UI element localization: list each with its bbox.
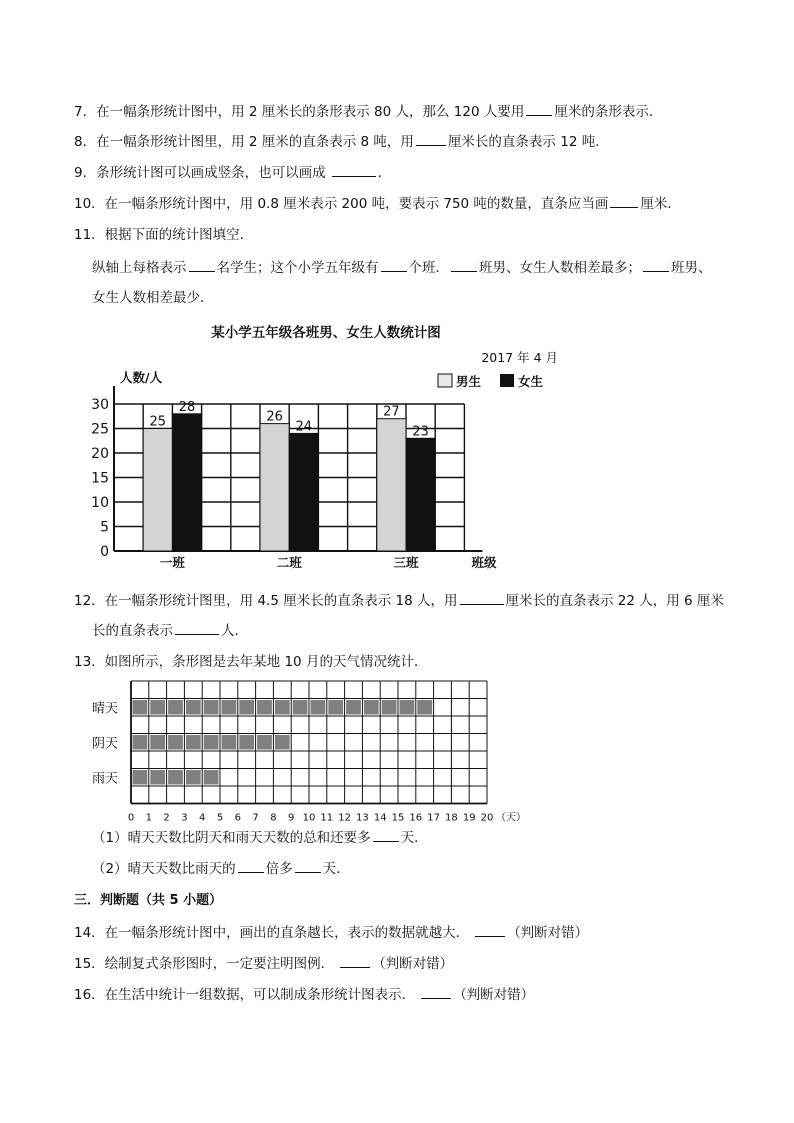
x-tick-label: 17 [427,812,440,824]
bar-value-label: 28 [178,399,196,415]
weather-bar-chart [84,674,544,824]
answer-blank[interactable] [526,103,552,116]
bar-cell [133,770,148,785]
bar-cell [311,700,326,715]
x-tick-label: 6 [234,812,241,824]
bar-boy [260,424,289,551]
y-tick-label: 0 [100,544,109,560]
y-tick-label: 10 [91,495,109,511]
y-tick-label: 5 [100,519,109,536]
answer-blank[interactable] [643,259,669,272]
question-11-line3: 女生人数相差最少． [92,290,214,306]
category-label: 三班 [393,555,419,570]
x-tick-label: 3 [181,812,188,824]
bar-cell [168,735,183,750]
section-3-heading: 三．判断题（共 5 小题） [74,893,223,908]
question-8: 8．在一幅条形统计图里，用 2 厘米的直条表示 8 吨，用 厘米长的直条表示 12 吨． [74,134,609,150]
x-tick-label: 20 [480,812,494,824]
bar-value-label: 25 [149,414,167,430]
bar-cell [168,700,183,715]
y-tick-label: 15 [91,470,109,487]
legend-boy-swatch [438,374,452,387]
question-10: 10．在一幅条形统计图中，用 0.8 厘米表示 200 吨，要表示 750 吨的数量，直条应当画 厘米． [74,196,681,212]
answer-blank[interactable] [373,829,399,842]
bar-cell [257,735,272,750]
bar-girl [406,438,435,551]
x-tick-label: 14 [373,812,387,824]
question-16: 16．在生活中统计一组数据，可以制成条形统计图表示． （判断对错） [74,987,535,1003]
bar-cell [133,700,148,715]
bar-boy [143,429,172,552]
bar-cell [168,770,183,785]
question-14: 14．在一幅条形统计图中，画出的直条越长，表示的数据就越大． （判断对错） [74,925,589,941]
chart-date: 2017 年 4 月 [481,350,558,365]
bar-cell [239,735,254,750]
question-11-title: 11．根据下面的统计图填空． [74,227,254,243]
x-tick-label: 16 [409,812,423,824]
answer-blank[interactable] [332,164,376,177]
answer-blank[interactable] [416,133,446,146]
bar-cell [186,770,201,785]
bar-cell [239,700,254,715]
bar-cell [204,735,219,750]
y-tick-label: 25 [91,421,109,438]
bar-cell [150,735,165,750]
bar-cell [293,700,308,715]
bar-cell [150,700,165,715]
bar-cell [364,700,379,715]
bar-cell [186,735,201,750]
legend-boy-label: 男生 [456,374,482,389]
x-tick-label: 19 [462,812,476,824]
bar-cell [133,735,148,750]
answer-blank[interactable] [238,860,264,873]
question-9: 9．条形统计图可以画成竖条，也可以画成 ． [74,165,392,181]
x-tick-label: 2 [163,812,170,824]
y-tick-label: 20 [91,446,109,462]
x-tick-label: 15 [391,812,405,824]
legend-girl-label: 女生 [518,374,544,389]
x-tick-label: 8 [270,812,277,824]
bar-cell [186,700,201,715]
x-tick-label: 11 [320,812,334,824]
bar-cell [417,700,432,715]
y-tick-label: 30 [91,397,109,413]
bar-girl [172,414,201,551]
class-gender-bar-chart [91,320,566,576]
bar-value-label: 27 [383,404,400,420]
x-tick-label: 7 [252,812,259,824]
question-15: 15．绘制复式条形图时，一定要注明图例． （判断对错） [74,956,454,972]
legend-girl-swatch [500,374,514,387]
bar-cell [275,700,290,715]
answer-blank[interactable] [610,195,638,208]
bar-cell [150,770,165,785]
bar-cell [328,700,343,715]
question-12-line2: 长的直条表示 人． [92,623,248,639]
question-7: 7．在一幅条形统计图中，用 2 厘米长的条形表示 80 人，那么 120 人要用 厘米的条形表示． [74,104,663,120]
bar-cell [204,770,219,785]
chart-title: 某小学五年级各班男、女生人数统计图 [211,325,441,341]
bar-cell [275,735,290,750]
category-label: 阴天 [92,736,119,752]
answer-blank[interactable] [340,955,370,968]
x-tick-label: 4 [199,812,206,824]
answer-blank[interactable] [421,986,451,999]
bar-girl [289,433,318,551]
bar-value-label: 26 [266,409,283,425]
answer-blank[interactable] [175,622,219,635]
x-tick-label: 18 [445,812,458,824]
category-label: 二班 [276,555,302,570]
x-tick-label: 12 [338,812,351,824]
category-label: 一班 [159,555,185,570]
answer-blank[interactable] [295,860,321,873]
x-tick-label: 0 [127,812,135,824]
bar-cell [222,700,237,715]
y-axis-label: 人数/人 [120,370,163,385]
answer-blank[interactable] [451,259,477,272]
question-13-sub2: （2）晴天天数比雨天的 倍多 天． [92,861,350,877]
x-tick-label: 13 [356,812,369,824]
bar-cell [400,700,415,715]
answer-blank[interactable] [189,259,215,272]
x-tick-label: 5 [216,812,224,824]
question-12: 12．在一幅条形统计图里，用 4.5 厘米长的直条表示 18 人，用 厘米长的直条表示 22 人，用 6 厘米 [74,593,724,609]
bar-cell [257,700,272,715]
x-axis-unit: （天） [496,812,526,824]
category-label: 雨天 [92,771,119,787]
category-label: 晴天 [92,701,119,717]
bar-cell [222,735,237,750]
question-11-line2: 纵轴上每格表示 名学生；这个小学五年级有 个班． 班男、女生人数相差最多； 班男、 [92,260,712,276]
answer-blank[interactable] [460,592,504,605]
bar-boy [377,419,406,551]
answer-blank[interactable] [475,924,505,937]
x-axis-label: 班级 [471,555,497,570]
x-tick-label: 9 [288,812,295,824]
bar-cell [346,700,361,715]
bar-cell [382,700,397,715]
x-tick-label: 10 [302,812,316,824]
x-tick-label: 1 [145,812,152,824]
answer-blank[interactable] [381,259,407,272]
question-13-sub1: （1）晴天天数比阴天和雨天天数的总和还要多 天． [92,830,428,846]
bar-value-label: 24 [295,419,313,435]
bar-cell [204,700,219,715]
bar-value-label: 23 [412,424,429,440]
question-13-title: 13．如图所示，条形图是去年某地 10 月的天气情况统计． [74,654,428,670]
